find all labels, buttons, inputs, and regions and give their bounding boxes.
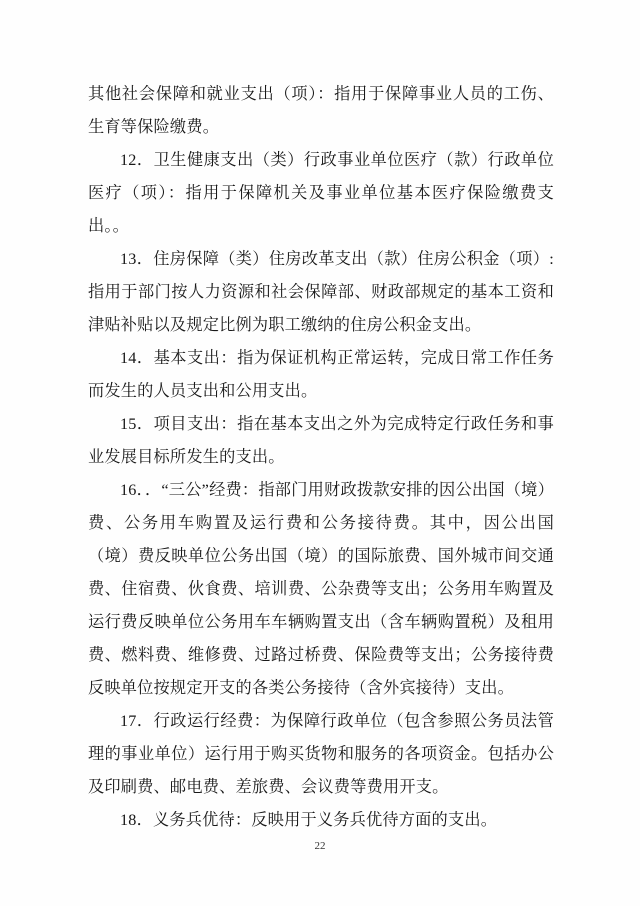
paragraph-item-14: 14．基本支出：指为保证机构正常运转，完成日常工作任务而发生的人员支出和公用支出。 [88,349,554,400]
paragraph-item-16: 16．．“三公”经费：指部门用财政拨款安排的因公出国（境）费、公务用车购置及运行费和公务接待费。其中，因公出国（境）费反映单位公务出国（境）的国际旅费、国外城市间交通费、住宿费、伙食费、培训费、公杂费等支出；公务用车购置及运行费反映单位公务用车车辆购置支出（含车辆购置税）及租用费、燃料费、维修费、过路过桥费、保险费等支出；公务接待费反映单位按规定开支的各类公务接待（含外宾接待）支出。 [88,481,554,697]
paragraph-other-social-security: 其他社会保障和就业支出（项）：指用于保障事业人员的工伤、生育等保险缴费。 [88,85,554,136]
document-body [88,78,554,837]
paragraph-item-12: 12．卫生健康支出（类）行政事业单位医疗（款）行政单位医疗（项）：指用于保障机关及事业单位基本医疗保险缴费支出。。 [88,151,554,235]
paragraph-item-17: 17．行政运行经费：为保障行政单位（包含参照公务员法管理的事业单位）运行用于购买货物和服务的各项资金。包括办公及印刷费、邮电费、差旅费、会议费等费用开支。 [88,712,554,796]
paragraph-item-13: 13．住房保障（类）住房改革支出（款）住房公积金（项）:指用于部门按人力资源和社会保障部、财政部规定的基本工资和津贴补贴以及规定比例为职工缴纳的住房公积金支出。 [88,250,554,334]
page-number: 22 [314,840,326,852]
paragraph-item-15: 15．项目支出：指在基本支出之外为完成特定行政任务和事业发展目标所发生的支出。 [88,415,554,466]
paragraph-item-18: 18．义务兵优待：反映用于义务兵优待方面的支出。 [120,811,498,829]
